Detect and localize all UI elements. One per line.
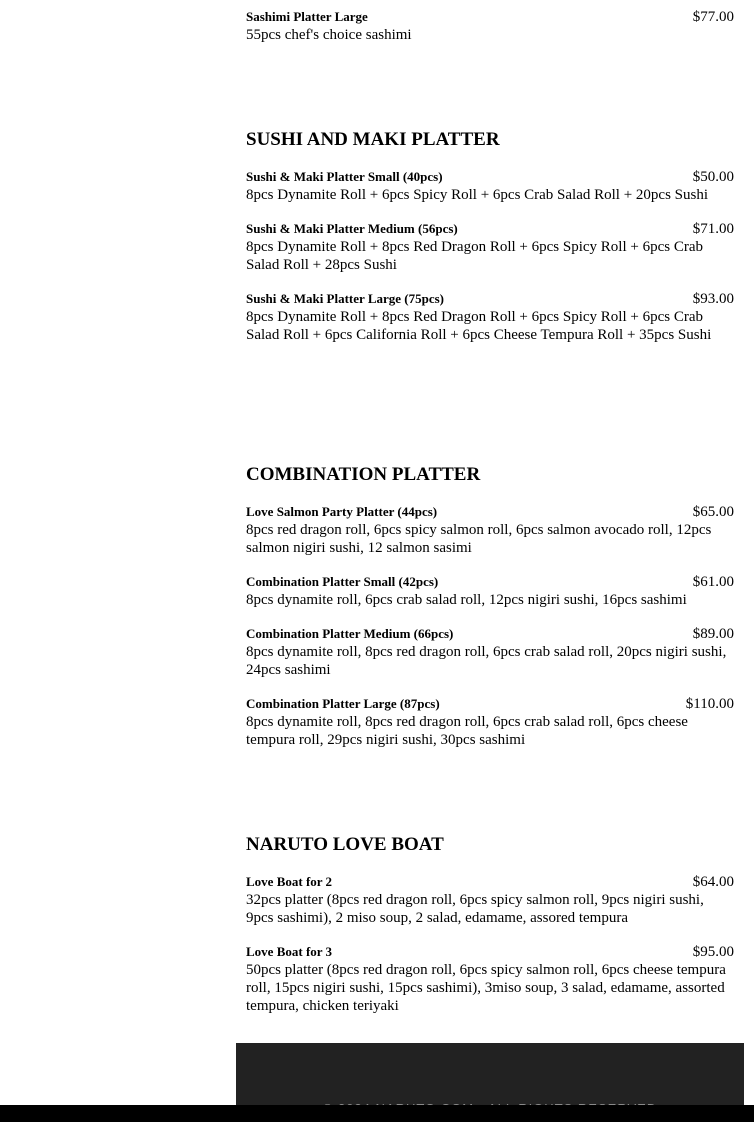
item-price: $77.00 [692, 9, 734, 25]
menu-item [246, 168, 734, 204]
menu-item [246, 290, 734, 344]
item-price: $95.00 [692, 944, 734, 960]
item-price: $50.00 [692, 169, 734, 185]
item-name: Love Boat for 3 [246, 944, 333, 959]
item-name: Sushi & Maki Platter Medium (56pcs) [246, 221, 458, 236]
sashimi-section [246, 8, 734, 44]
menu-item [246, 573, 734, 609]
section-title: COMBINATION PLATTER [246, 464, 481, 485]
item-name: Combination Platter Large (87pcs) [246, 696, 440, 711]
menu-item [246, 503, 734, 557]
menu-item [246, 220, 734, 274]
item-name: Love Boat for 2 [246, 874, 333, 889]
section-title: SUSHI AND MAKI PLATTER [246, 129, 500, 150]
item-description: 8pcs dynamite roll, 6pcs crab salad roll, 12pcs nigiri sushi, 16pcs sashimi [246, 592, 687, 608]
item-description: 8pcs dynamite roll, 8pcs red dragon roll, 6pcs crab salad roll, 20pcs nigiri sushi, 24pcs sashimi [246, 644, 727, 678]
item-description: 50pcs platter (8pcs red dragon roll, 6pcs spicy salmon roll, 6pcs cheese tempura roll, 15pcs nigiri sushi, 15pcs sashimi), 3miso soup, 3 salad, edamame, assorted tempura, chicken teriyaki [246, 962, 726, 1014]
item-price: $65.00 [692, 504, 734, 520]
item-description: 8pcs Dynamite Roll + 8pcs Red Dragon Roll + 6pcs Spicy Roll + 6pcs Crab Salad Roll + 28pcs Sushi [246, 239, 704, 273]
item-price: $61.00 [692, 574, 734, 590]
item-price: $89.00 [692, 626, 734, 642]
menu-item [246, 625, 734, 679]
item-description: 8pcs red dragon roll, 6pcs spicy salmon roll, 6pcs salmon avocado roll, 12pcs salmon nigiri sushi, 12 salmon sasimi [246, 522, 712, 556]
item-name: Love Salmon Party Platter (44pcs) [246, 504, 438, 519]
item-description: 8pcs Dynamite Roll + 8pcs Red Dragon Roll + 6pcs Spicy Roll + 6pcs Crab Salad Roll + 6pcs California Roll + 6pcs Cheese Tempura Roll + 35pcs Sushi [246, 309, 712, 343]
bottom-bar [0, 1105, 754, 1122]
item-price: $71.00 [692, 221, 734, 237]
menu-item [246, 8, 734, 44]
section-title: NARUTO LOVE BOAT [246, 834, 444, 855]
love-boat-section [246, 833, 734, 1015]
item-price: $110.00 [685, 696, 734, 712]
item-name: Combination Platter Medium (66pcs) [246, 626, 454, 641]
item-name: Sushi & Maki Platter Small (40pcs) [246, 169, 443, 184]
combination-section [246, 463, 734, 749]
item-name: Sushi & Maki Platter Large (75pcs) [246, 291, 444, 306]
item-price: $93.00 [692, 291, 734, 307]
menu-item [246, 695, 734, 749]
item-price: $64.00 [692, 874, 734, 890]
menu-item [246, 873, 734, 927]
sushi-maki-section [246, 128, 734, 344]
item-description: 8pcs Dynamite Roll + 6pcs Spicy Roll + 6pcs Crab Salad Roll + 20pcs Sushi [246, 187, 709, 203]
item-name: Combination Platter Small (42pcs) [246, 574, 439, 589]
item-description: 32pcs platter (8pcs red dragon roll, 6pcs spicy salmon roll, 9pcs nigiri sushi, 9pcs sashimi), 2 miso soup, 2 salad, edamame, assored tempura [246, 892, 704, 926]
item-name: Sashimi Platter Large [246, 9, 368, 24]
item-description: 55pcs chef's choice sashimi [246, 27, 412, 43]
menu-item [246, 943, 734, 1015]
item-description: 8pcs dynamite roll, 8pcs red dragon roll, 6pcs crab salad roll, 6pcs cheese tempura roll, 29pcs nigiri sushi, 30pcs sashimi [246, 714, 688, 748]
